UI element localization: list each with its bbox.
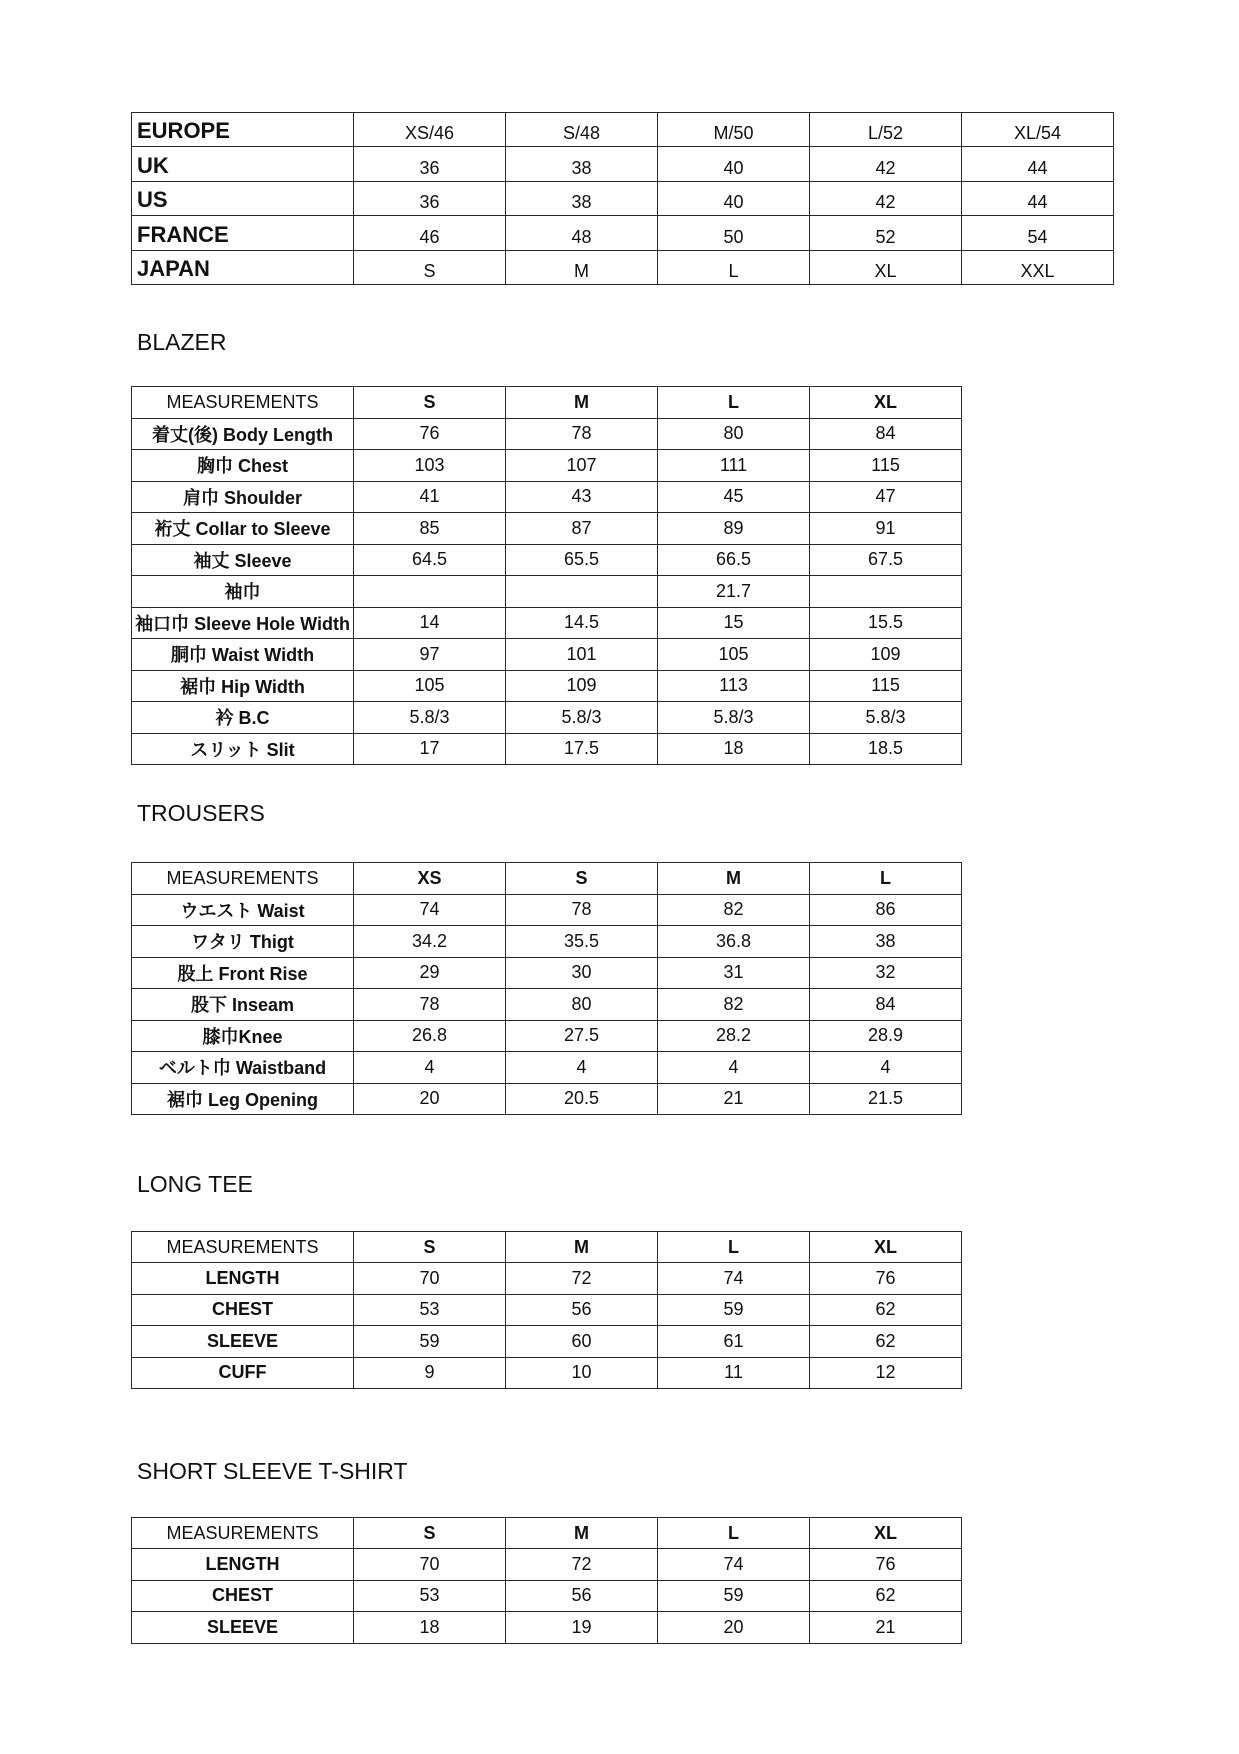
table-row — [132, 576, 962, 608]
table-row — [132, 989, 962, 1021]
measurement-value: 17.5 — [506, 733, 658, 765]
table-row — [132, 1020, 962, 1052]
measurement-value: 60 — [506, 1326, 658, 1357]
size-value: XS/46 — [354, 113, 506, 147]
table-row — [132, 957, 962, 989]
size-value: 38 — [506, 181, 658, 215]
measurement-value: 14.5 — [506, 607, 658, 639]
measurement-value: 70 — [354, 1263, 506, 1294]
table-header-row — [132, 387, 962, 419]
measurement-value: 62 — [810, 1294, 962, 1325]
measurement-value: 78 — [354, 989, 506, 1021]
measurement-value: 115 — [810, 450, 962, 482]
measurement-value: 84 — [810, 418, 962, 450]
measurement-value: 56 — [506, 1294, 658, 1325]
conversion-row — [132, 216, 1114, 250]
measurement-value: 21.5 — [810, 1083, 962, 1115]
section-title-short-sleeve-tshirt: SHORT SLEEVE T-SHIRT — [137, 1458, 408, 1484]
table-row — [132, 1294, 962, 1325]
measurement-value: 21 — [810, 1612, 962, 1643]
size-conversion-table — [131, 112, 1114, 285]
measurement-value: 18 — [354, 1612, 506, 1643]
table-row — [132, 1263, 962, 1294]
measurement-value: 12 — [810, 1357, 962, 1388]
table-row — [132, 1052, 962, 1084]
measurement-value: 105 — [658, 639, 810, 671]
measurement-value: 4 — [354, 1052, 506, 1084]
measurement-value: 74 — [354, 894, 506, 926]
size-value: 44 — [962, 181, 1114, 215]
size-value: 42 — [810, 181, 962, 215]
conversion-row — [132, 250, 1114, 284]
measurement-value: 78 — [506, 418, 658, 450]
size-header: XL — [810, 1232, 962, 1263]
measurement-value: 28.2 — [658, 1020, 810, 1052]
size-value: L — [658, 250, 810, 284]
measurement-value: 18.5 — [810, 733, 962, 765]
measurement-value: 105 — [354, 670, 506, 702]
measurement-value: 113 — [658, 670, 810, 702]
measurement-value: 56 — [506, 1580, 658, 1611]
measurement-value: 67.5 — [810, 544, 962, 576]
measurement-value: 4 — [810, 1052, 962, 1084]
size-value: 48 — [506, 216, 658, 250]
size-header: L — [658, 1518, 810, 1549]
measurement-value: 4 — [658, 1052, 810, 1084]
measurement-value: 47 — [810, 481, 962, 513]
size-value: XXL — [962, 250, 1114, 284]
measurement-value: 74 — [658, 1263, 810, 1294]
size-value: 50 — [658, 216, 810, 250]
table-header-row — [132, 1518, 962, 1549]
table-row — [132, 1326, 962, 1357]
size-header: M — [506, 1232, 658, 1263]
size-value: XL — [810, 250, 962, 284]
measurement-label: ベルト巾 Waistband — [132, 1052, 354, 1084]
measurement-value: 61 — [658, 1326, 810, 1357]
measurement-value: 59 — [658, 1580, 810, 1611]
size-header: S — [354, 1518, 506, 1549]
size-value: 42 — [810, 147, 962, 181]
measurement-label: 膝巾Knee — [132, 1020, 354, 1052]
measurement-label: 裾巾 Leg Opening — [132, 1083, 354, 1115]
table-row — [132, 1549, 962, 1580]
measurement-value: 53 — [354, 1294, 506, 1325]
measurement-value: 5.8/3 — [354, 702, 506, 734]
table-row — [132, 1083, 962, 1115]
measurement-value — [354, 576, 506, 608]
size-value: 54 — [962, 216, 1114, 250]
size-value: 38 — [506, 147, 658, 181]
measurement-value: 62 — [810, 1326, 962, 1357]
measurement-value: 10 — [506, 1357, 658, 1388]
size-header: S — [354, 1232, 506, 1263]
measurement-label: LENGTH — [132, 1263, 354, 1294]
measurement-value: 30 — [506, 957, 658, 989]
size-value: S/48 — [506, 113, 658, 147]
measurement-value: 80 — [506, 989, 658, 1021]
measurement-value: 103 — [354, 450, 506, 482]
size-value: 40 — [658, 181, 810, 215]
measurement-value: 74 — [658, 1549, 810, 1580]
size-value: M/50 — [658, 113, 810, 147]
table-header-row — [132, 1232, 962, 1263]
measurement-label: 股上 Front Rise — [132, 957, 354, 989]
measurement-value: 80 — [658, 418, 810, 450]
measurement-label: CHEST — [132, 1294, 354, 1325]
measurement-label: 袖丈 Sleeve — [132, 544, 354, 576]
measurement-value: 59 — [354, 1326, 506, 1357]
measurement-value: 43 — [506, 481, 658, 513]
section-title-long-tee: LONG TEE — [137, 1171, 253, 1197]
size-header: XS — [354, 863, 506, 895]
measurement-value: 70 — [354, 1549, 506, 1580]
measurement-value: 20 — [658, 1612, 810, 1643]
measurement-label: 衿 B.C — [132, 702, 354, 734]
measurement-value: 38 — [810, 926, 962, 958]
measurement-label: 股下 Inseam — [132, 989, 354, 1021]
measurement-label: スリット Slit — [132, 733, 354, 765]
size-value: 52 — [810, 216, 962, 250]
size-value: M — [506, 250, 658, 284]
size-value: 36 — [354, 181, 506, 215]
measurement-value: 72 — [506, 1549, 658, 1580]
measurements-header: MEASUREMENTS — [132, 387, 354, 419]
measurement-value: 20 — [354, 1083, 506, 1115]
measurement-value: 64.5 — [354, 544, 506, 576]
measurement-value: 26.8 — [354, 1020, 506, 1052]
measurement-label: 裄丈 Collar to Sleeve — [132, 513, 354, 545]
size-header: M — [658, 863, 810, 895]
measurement-value: 109 — [506, 670, 658, 702]
table-row — [132, 1580, 962, 1611]
table-row — [132, 450, 962, 482]
measurement-label: SLEEVE — [132, 1326, 354, 1357]
size-header: M — [506, 1518, 658, 1549]
measurement-value: 87 — [506, 513, 658, 545]
region-label: FRANCE — [132, 216, 354, 250]
table-row — [132, 513, 962, 545]
measurement-value: 31 — [658, 957, 810, 989]
measurement-value: 35.5 — [506, 926, 658, 958]
measurement-value: 82 — [658, 989, 810, 1021]
measurement-value: 78 — [506, 894, 658, 926]
measurement-value: 59 — [658, 1294, 810, 1325]
measurement-value: 107 — [506, 450, 658, 482]
measurement-value: 76 — [354, 418, 506, 450]
size-value: XL/54 — [962, 113, 1114, 147]
size-header: L — [658, 1232, 810, 1263]
measurement-value: 21 — [658, 1083, 810, 1115]
measurement-value: 5.8/3 — [506, 702, 658, 734]
measurement-value: 27.5 — [506, 1020, 658, 1052]
table-header-row — [132, 863, 962, 895]
size-value: 40 — [658, 147, 810, 181]
measurement-label: 着丈(後) Body Length — [132, 418, 354, 450]
measurement-value: 20.5 — [506, 1083, 658, 1115]
measurement-value: 97 — [354, 639, 506, 671]
measurement-value: 9 — [354, 1357, 506, 1388]
measurement-label: 胸巾 Chest — [132, 450, 354, 482]
conversion-row — [132, 147, 1114, 181]
measurement-label: SLEEVE — [132, 1612, 354, 1643]
size-header: XL — [810, 387, 962, 419]
table-row — [132, 418, 962, 450]
measurement-value: 72 — [506, 1263, 658, 1294]
measurement-value: 84 — [810, 989, 962, 1021]
measurement-value: 109 — [810, 639, 962, 671]
table-row — [132, 894, 962, 926]
measurement-value: 82 — [658, 894, 810, 926]
measurement-label: ウエスト Waist — [132, 894, 354, 926]
trousers-size-table — [131, 862, 962, 1115]
region-label: JAPAN — [132, 250, 354, 284]
table-row — [132, 1612, 962, 1643]
size-header: XL — [810, 1518, 962, 1549]
measurement-label: 袖巾 — [132, 576, 354, 608]
size-value: 44 — [962, 147, 1114, 181]
measurement-value: 86 — [810, 894, 962, 926]
size-header: S — [506, 863, 658, 895]
measurements-header: MEASUREMENTS — [132, 1232, 354, 1263]
measurement-value: 17 — [354, 733, 506, 765]
measurement-value — [506, 576, 658, 608]
measurement-value: 45 — [658, 481, 810, 513]
measurement-value: 34.2 — [354, 926, 506, 958]
section-title-blazer: BLAZER — [137, 329, 227, 355]
table-row — [132, 639, 962, 671]
table-row — [132, 544, 962, 576]
measurement-value: 4 — [506, 1052, 658, 1084]
measurement-value: 21.7 — [658, 576, 810, 608]
measurement-label: 胴巾 Waist Width — [132, 639, 354, 671]
measurements-header: MEASUREMENTS — [132, 1518, 354, 1549]
size-header: S — [354, 387, 506, 419]
region-label: EUROPE — [132, 113, 354, 147]
table-row — [132, 670, 962, 702]
measurement-value: 53 — [354, 1580, 506, 1611]
measurement-value: 62 — [810, 1580, 962, 1611]
measurement-value: 19 — [506, 1612, 658, 1643]
short-sleeve-tshirt-size-table — [131, 1517, 962, 1644]
region-label: UK — [132, 147, 354, 181]
measurement-value: 76 — [810, 1549, 962, 1580]
measurement-label: ワタリ Thigt — [132, 926, 354, 958]
table-row — [132, 702, 962, 734]
measurement-value: 41 — [354, 481, 506, 513]
measurement-value: 111 — [658, 450, 810, 482]
size-header: L — [810, 863, 962, 895]
conversion-row — [132, 113, 1114, 147]
blazer-size-table — [131, 386, 962, 765]
section-title-trousers: TROUSERS — [137, 800, 265, 826]
measurement-value: 15 — [658, 607, 810, 639]
table-row — [132, 733, 962, 765]
size-header: M — [506, 387, 658, 419]
measurement-value: 89 — [658, 513, 810, 545]
measurement-value: 85 — [354, 513, 506, 545]
measurement-value: 66.5 — [658, 544, 810, 576]
measurement-value: 115 — [810, 670, 962, 702]
measurement-value: 32 — [810, 957, 962, 989]
conversion-row — [132, 181, 1114, 215]
measurement-value: 91 — [810, 513, 962, 545]
table-row — [132, 926, 962, 958]
measurement-label: CUFF — [132, 1357, 354, 1388]
measurement-value: 76 — [810, 1263, 962, 1294]
measurement-label: 肩巾 Shoulder — [132, 481, 354, 513]
measurement-value: 18 — [658, 733, 810, 765]
long-tee-size-table — [131, 1231, 962, 1389]
size-value: 46 — [354, 216, 506, 250]
measurement-value: 65.5 — [506, 544, 658, 576]
table-row — [132, 1357, 962, 1388]
table-row — [132, 607, 962, 639]
measurement-label: 袖口巾 Sleeve Hole Width — [132, 607, 354, 639]
measurement-value: 29 — [354, 957, 506, 989]
measurement-value: 36.8 — [658, 926, 810, 958]
measurement-label: LENGTH — [132, 1549, 354, 1580]
measurement-value: 101 — [506, 639, 658, 671]
region-label: US — [132, 181, 354, 215]
measurement-value: 15.5 — [810, 607, 962, 639]
size-value: 36 — [354, 147, 506, 181]
measurement-value: 11 — [658, 1357, 810, 1388]
measurement-value — [810, 576, 962, 608]
table-row — [132, 481, 962, 513]
measurement-label: CHEST — [132, 1580, 354, 1611]
measurement-value: 14 — [354, 607, 506, 639]
size-value: L/52 — [810, 113, 962, 147]
measurement-label: 裾巾 Hip Width — [132, 670, 354, 702]
conversion-rows — [132, 113, 1114, 285]
measurements-header: MEASUREMENTS — [132, 863, 354, 895]
size-value: S — [354, 250, 506, 284]
measurement-value: 28.9 — [810, 1020, 962, 1052]
measurement-value: 5.8/3 — [810, 702, 962, 734]
size-header: L — [658, 387, 810, 419]
measurement-value: 5.8/3 — [658, 702, 810, 734]
